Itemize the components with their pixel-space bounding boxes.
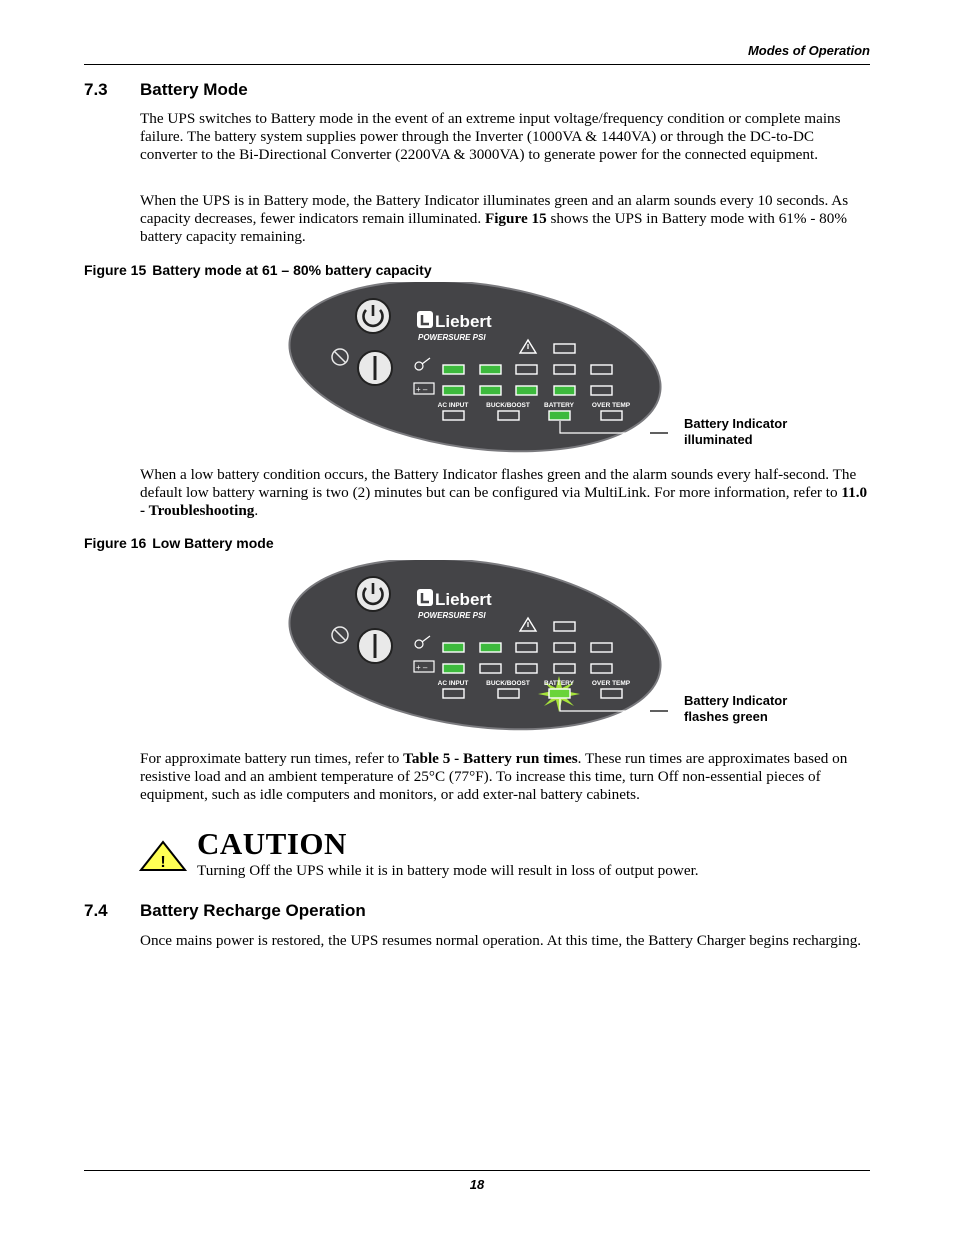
power-on-button bbox=[356, 299, 390, 333]
label-battery: BATTERY bbox=[544, 680, 574, 687]
svg-text:!: ! bbox=[160, 854, 166, 871]
callout-line: Battery Indicator bbox=[684, 416, 788, 431]
callout-line: illuminated bbox=[684, 431, 753, 447]
figure-15-ups-panel bbox=[288, 282, 668, 454]
power-on-button bbox=[356, 577, 390, 611]
label-battery: BATTERY bbox=[544, 402, 574, 409]
liebert-logo bbox=[417, 311, 492, 331]
figure-label: Figure 16 bbox=[84, 535, 147, 551]
svg-text:POWERSURE PSI: POWERSURE PSI bbox=[418, 611, 486, 620]
battery-indicator-led bbox=[549, 411, 570, 420]
section-number: 7.4 bbox=[84, 901, 108, 920]
svg-text:Liebert: Liebert bbox=[435, 590, 492, 609]
figure-caption-text: Low Battery mode bbox=[152, 535, 274, 551]
figure-16-callout bbox=[684, 693, 787, 724]
footer-rule bbox=[84, 1170, 870, 1171]
label-over-temp: OVER TEMP bbox=[591, 680, 631, 687]
text-run: . bbox=[254, 502, 259, 520]
figure-caption-text: Battery mode at 61 – 80% battery capacity bbox=[152, 262, 432, 278]
header-rule bbox=[84, 64, 870, 65]
section-number: 7.3 bbox=[84, 80, 108, 99]
power-off-button bbox=[358, 629, 392, 663]
caution-heading: CAUTION bbox=[197, 826, 347, 861]
svg-text:+ –: + – bbox=[416, 385, 428, 394]
paragraph-recharge: Once mains power is restored, the UPS resumes normal operation. At this time, the Battery Charger begins recharging. bbox=[140, 932, 862, 949]
figure-15-caption bbox=[84, 262, 432, 278]
label-buck-boost: BUCK/BOOST bbox=[486, 680, 530, 687]
svg-text:Liebert: Liebert bbox=[435, 312, 492, 331]
caution-text: Turning Off the UPS while it is in battery mode will result in loss of output power. bbox=[197, 862, 699, 879]
callout-line: Battery Indicator bbox=[684, 693, 788, 708]
table-reference: Table 5 - Battery run times bbox=[403, 750, 578, 767]
text-run: When the UPS is in Battery mode, the Battery Indicator illuminates green and an alarm sounds every 10 seconds. As capacity decreases, fewer indicators remain illuminated. bbox=[140, 192, 849, 228]
section-reference: 11.0 - Troubleshooting bbox=[140, 484, 868, 520]
label-buck-boost: BUCK/BOOST bbox=[486, 402, 530, 409]
text-run: . These run times are approximates based on resistive load and an ambient temperature of 25°C (77°F). To increase this time, turn Off non-essential pieces of equipment, such as idle computers and monitors, or add exter-nal battery cabinets. bbox=[140, 750, 848, 804]
paragraph-battery-indicator bbox=[140, 192, 870, 247]
paragraph-battery-mode-intro: The UPS switches to Battery mode in the event of an extreme input voltage/frequency condition or complete mains failure. The battery system supplies power through the Inverter (1000VA & 1440VA) or through the DC-to-DC converter to the Bi-Directional Converter (2200VA & 3000VA) to generate power for the connected equipment. bbox=[140, 110, 841, 164]
section-heading-7-4 bbox=[84, 901, 366, 921]
power-off-button bbox=[358, 351, 392, 385]
figure-label: Figure 15 bbox=[84, 262, 147, 278]
svg-text:POWERSURE PSI: POWERSURE PSI bbox=[418, 333, 486, 342]
panel-face bbox=[288, 282, 668, 454]
paragraph-run-times bbox=[140, 750, 870, 805]
svg-text:+ –: + – bbox=[416, 663, 428, 672]
caution-warning-icon bbox=[139, 840, 187, 872]
figure-16-caption bbox=[84, 535, 274, 551]
label-ac-input: AC INPUT bbox=[437, 402, 469, 409]
callout-line: flashes green bbox=[684, 708, 768, 724]
label-ac-input: AC INPUT bbox=[437, 680, 469, 687]
label-over-temp: OVER TEMP bbox=[591, 402, 631, 409]
paragraph-low-battery bbox=[140, 466, 870, 521]
section-title: Battery Mode bbox=[140, 80, 248, 99]
section-title: Battery Recharge Operation bbox=[140, 901, 366, 920]
figure-reference: Figure 15 bbox=[484, 210, 547, 228]
text-run: shows the UPS in Battery mode with 61% - 80% battery capacity remaining. bbox=[140, 210, 848, 246]
figure-16-ups-panel bbox=[288, 560, 668, 732]
running-header: Modes of Operation bbox=[747, 43, 870, 58]
text-run: For approximate battery run times, refer to bbox=[140, 750, 404, 767]
panel-face bbox=[288, 560, 668, 732]
text-run: When a low battery condition occurs, the Battery Indicator flashes green and the alarm sounds every half-second. The default low battery warning is two (2) minutes but can be configured via MultiLink. For more information, refer to bbox=[140, 466, 857, 502]
section-heading-7-3 bbox=[84, 80, 248, 100]
battery-indicator-led bbox=[549, 689, 570, 698]
liebert-logo bbox=[417, 589, 492, 609]
page-number: 18 bbox=[469, 1177, 485, 1192]
figure-15-callout bbox=[684, 416, 787, 447]
